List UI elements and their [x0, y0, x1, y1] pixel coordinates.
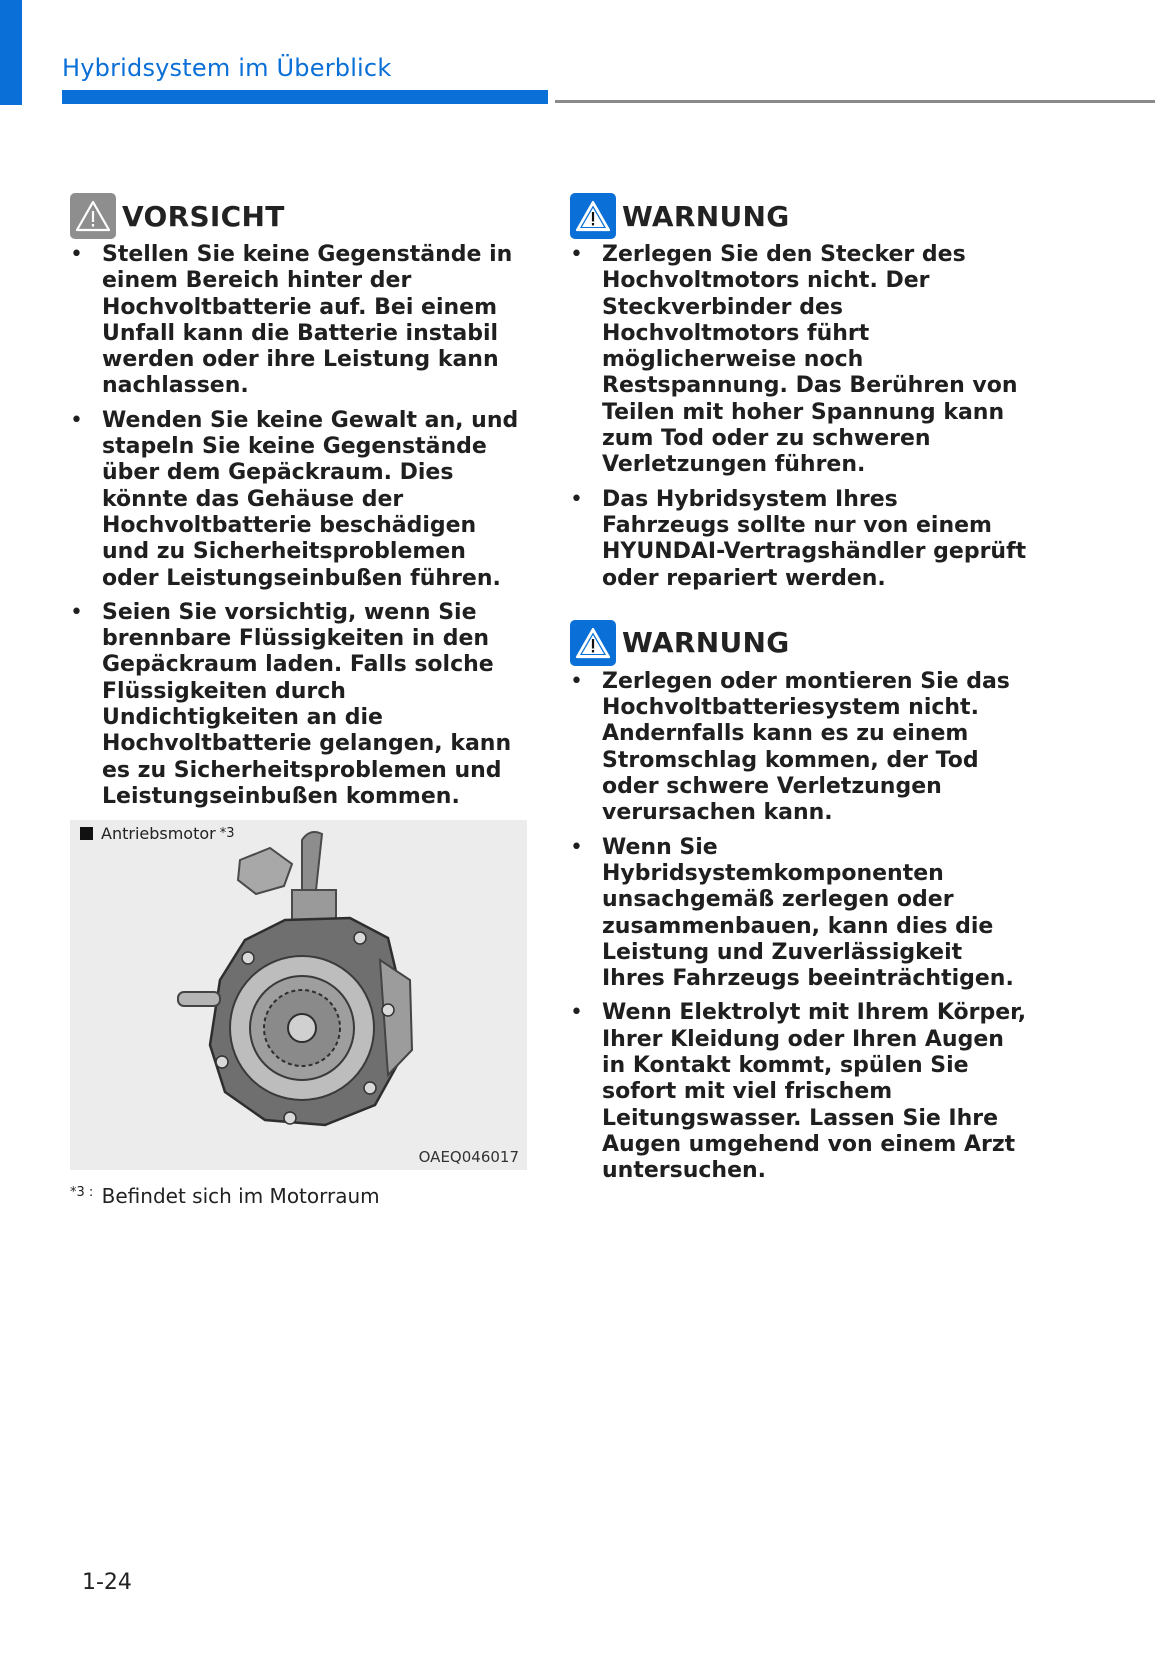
- caution-title: VORSICHT: [122, 199, 285, 233]
- figure-caption-footnote-mark: *3: [219, 826, 235, 842]
- footnote: [70, 1184, 530, 1208]
- warning-triangle-icon: [70, 193, 116, 239]
- header-rule-blue: [62, 90, 548, 104]
- warning-triangle-icon: [570, 193, 616, 239]
- warning-2-list: [570, 669, 1030, 1185]
- list-item: • Stellen Sie keine Gegenstände in einem Bereich hinter der Hochvoltbatterie auf. Bei einem Unfall kann die Batterie instabil werden oder ihre Leistung kann nachlassen.: [70, 242, 530, 400]
- footnote-text: Befindet sich im Motorraum: [101, 1184, 380, 1209]
- warning-box-2: [570, 620, 1030, 1185]
- figure-caption-text: Antriebsmotor: [101, 824, 216, 844]
- list-item: • Wenn Elektrolyt mit Ihrem Körper, Ihrer Kleidung oder Ihren Augen in Kontakt kommt, spülen Sie sofort mit viel frischem Leitungswasser. Lassen Sie Ihre Augen umgehend von einem Arzt untersuchen.: [570, 1000, 1030, 1184]
- page-edge-tab: [0, 0, 22, 105]
- list-item: • Zerlegen oder montieren Sie das Hochvoltbatteriesystem nicht. Andernfalls kann es zu einem Stromschlag kommen, der Tod oder schwere Verletzungen verursachen kann.: [570, 669, 1030, 827]
- list-item: • Seien Sie vorsichtig, wenn Sie brennbare Flüssigkeiten in den Gepäckraum laden. Falls solche Flüssigkeiten durch Undichtigkeiten an die Hochvoltbatterie gelangen, kann es zu Sicherheitsproblemen und Leistungseinbußen kommen.: [70, 600, 530, 810]
- list-item: • Wenn Sie Hybridsystemkomponenten unsachgemäß zerlegen oder zusammenbauen, kann dies die Leistung und Zuverlässigkeit Ihres Fahrzeugs beeinträchtigen.: [570, 835, 1030, 993]
- warning-triangle-icon: [570, 620, 616, 666]
- figure-code: OAEQ046017: [418, 1148, 519, 1167]
- list-item: • Zerlegen Sie den Stecker des Hochvoltmotors nicht. Der Steckverbinder des Hochvoltmotors führt möglicherweise noch Restspannung. Das Berühren von Teilen mit hoher Spannung kann zum Tod oder zu schweren Verletzungen führen.: [570, 242, 1030, 479]
- caution-header: [70, 193, 530, 239]
- footnote-mark: *3 :: [70, 1184, 94, 1200]
- page-number: 1-24: [82, 1570, 132, 1595]
- list-item: • Wenden Sie keine Gewalt an, und stapeln Sie keine Gegenstände über dem Gepäckraum. Dies könnte das Gehäuse der Hochvoltbatterie beschädigen und zu Sicherheitsproblemen oder Leistungseinbußen führen.: [70, 408, 530, 592]
- section-title: Hybridsystem im Überblick: [62, 54, 392, 82]
- right-column: [570, 193, 1030, 1213]
- warning-1-header: [570, 193, 1030, 239]
- motor-figure: [70, 820, 527, 1170]
- caution-list: [70, 242, 530, 810]
- warning-1-title: WARNUNG: [622, 199, 790, 233]
- square-bullet-icon: [80, 827, 93, 840]
- warning-2-header: [570, 620, 1030, 666]
- left-column: [70, 193, 530, 1208]
- drive-motor-illustration: [70, 820, 527, 1170]
- header-rule-gray: [555, 100, 1155, 103]
- list-item: • Das Hybridsystem Ihres Fahrzeugs sollte nur von einem HYUNDAI-Vertragshändler geprüft oder repariert werden.: [570, 487, 1030, 592]
- figure-caption: [80, 824, 235, 843]
- caution-box: [70, 193, 530, 810]
- warning-2-title: WARNUNG: [622, 626, 790, 660]
- warning-1-list: [570, 242, 1030, 592]
- warning-box-1: [570, 193, 1030, 592]
